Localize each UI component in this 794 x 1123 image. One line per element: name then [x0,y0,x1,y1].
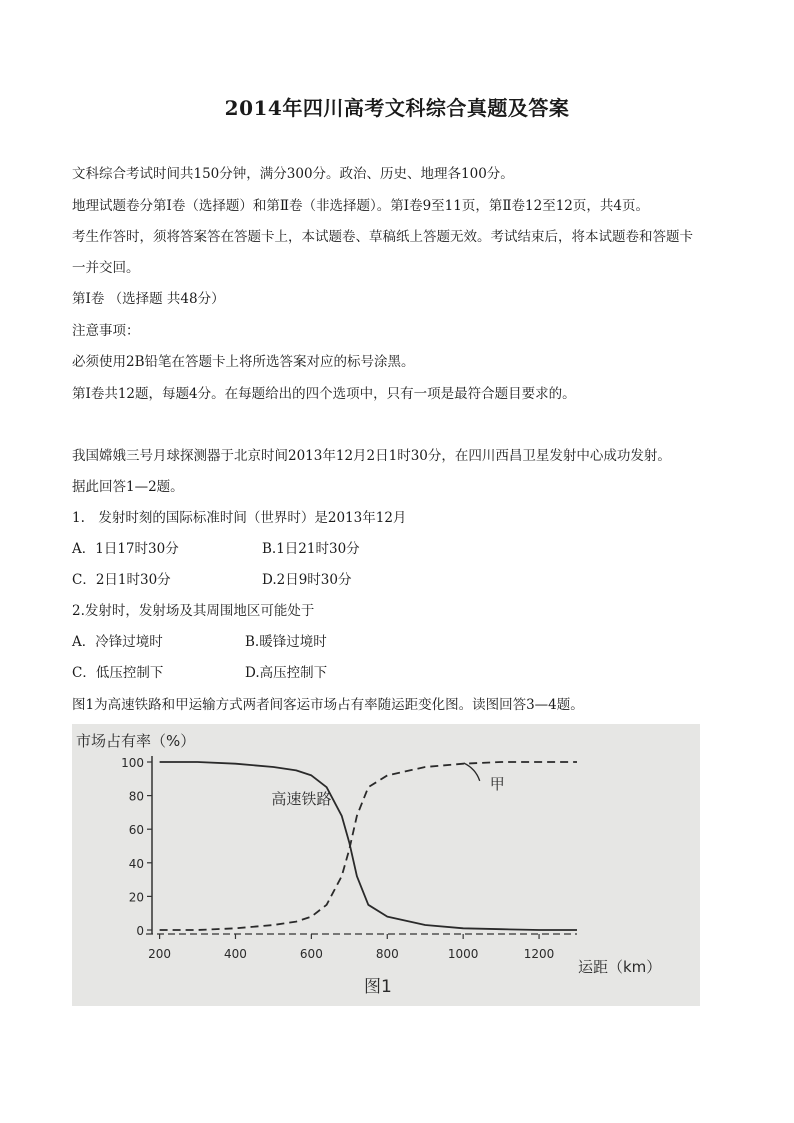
question-1-option-a: A．1日17时30分 [72,541,179,557]
y-tick-label: 0 [136,924,144,938]
y-tick-label: 20 [128,890,144,905]
y-axis-label: 市场占有率（%） [76,732,196,750]
question-1-option-b: B.1日21时30分 [262,541,360,557]
figure-1 [72,724,700,1006]
series-label-jia: 甲 [489,774,505,793]
question-1-stem: 1. 发射时刻的国际标准时间（世界时）是2013年12月 [72,510,407,526]
question-context: 我国嫦娥三号月球探测器于北京时间2013年12月2日1时30分，在四川西昌卫星发射中心成功发射。 [72,448,671,464]
x-tick-label: 600 [299,947,323,961]
question-2-stem: 2.发射时，发射场及其周围地区可能处于 [72,603,315,619]
x-tick-label: 800 [375,947,399,961]
notes-heading: 注意事项： [72,323,140,339]
volume-info-text: 地理试题卷分第Ⅰ卷（选择题）和第Ⅱ卷（非选择题）。第Ⅰ卷9至11页，第Ⅱ卷12至12页，共4页。 [72,198,649,214]
question-2-option-b: B.暖锋过境时 [245,634,327,650]
series-high-speed-rail-line [160,762,577,930]
question-2-option-d: D.高压控制下 [245,665,328,681]
x-axis-label: 运距（km） [578,958,662,976]
x-tick-label: 1200 [523,947,555,961]
exam-info-text: 文科综合考试时间共150分钟，满分300分。政治、历史、地理各100分。 [72,166,514,182]
question-2-option-a: A．冷锋过境时 [72,634,163,650]
market-share-chart [72,724,700,1006]
page-title: 2014年四川高考文科综合真题及答案 [224,96,570,120]
series-label-high-speed-rail: 高速铁路 [271,790,332,808]
y-tick-label: 40 [128,856,144,871]
note-pencil: 必须使用2B铅笔在答题卡上将所选答案对应的标号涂黑。 [72,354,415,370]
question-2-option-c: C．低压控制下 [72,665,164,681]
section-heading: 第Ⅰ卷 （选择题 共48分） [72,291,225,307]
x-tick-label: 400 [224,947,247,961]
y-tick-label: 60 [128,823,144,838]
instructions-text: 考生作答时，须将答案答在答题卡上，本试题卷、草稿纸上答题无效。考试结束后，将本试题卷和答题卡 [72,229,693,245]
instructions-text-cont: 一并交回。 [72,260,140,276]
figure-intro: 图1为高速铁路和甲运输方式两者间客运市场占有率随运距变化图。读图回答3—4题。 [72,697,584,713]
y-tick-label: 80 [128,789,144,804]
note-scoring: 第Ⅰ卷共12题，每题4分。在每题给出的四个选项中，只有一项是最符合题目要求的。 [72,386,576,402]
x-tick-label: 200 [148,947,172,961]
question-1-option-c: C．2日1时30分 [72,572,171,588]
question-1-option-d: D.2日9时30分 [262,572,352,588]
question-context-cont: 据此回答1—2题。 [72,479,184,495]
figure-caption: 图1 [364,977,392,997]
y-tick-label: 100 [121,756,144,770]
series-label-leader [464,763,480,781]
x-tick-label: 1000 [447,947,479,961]
